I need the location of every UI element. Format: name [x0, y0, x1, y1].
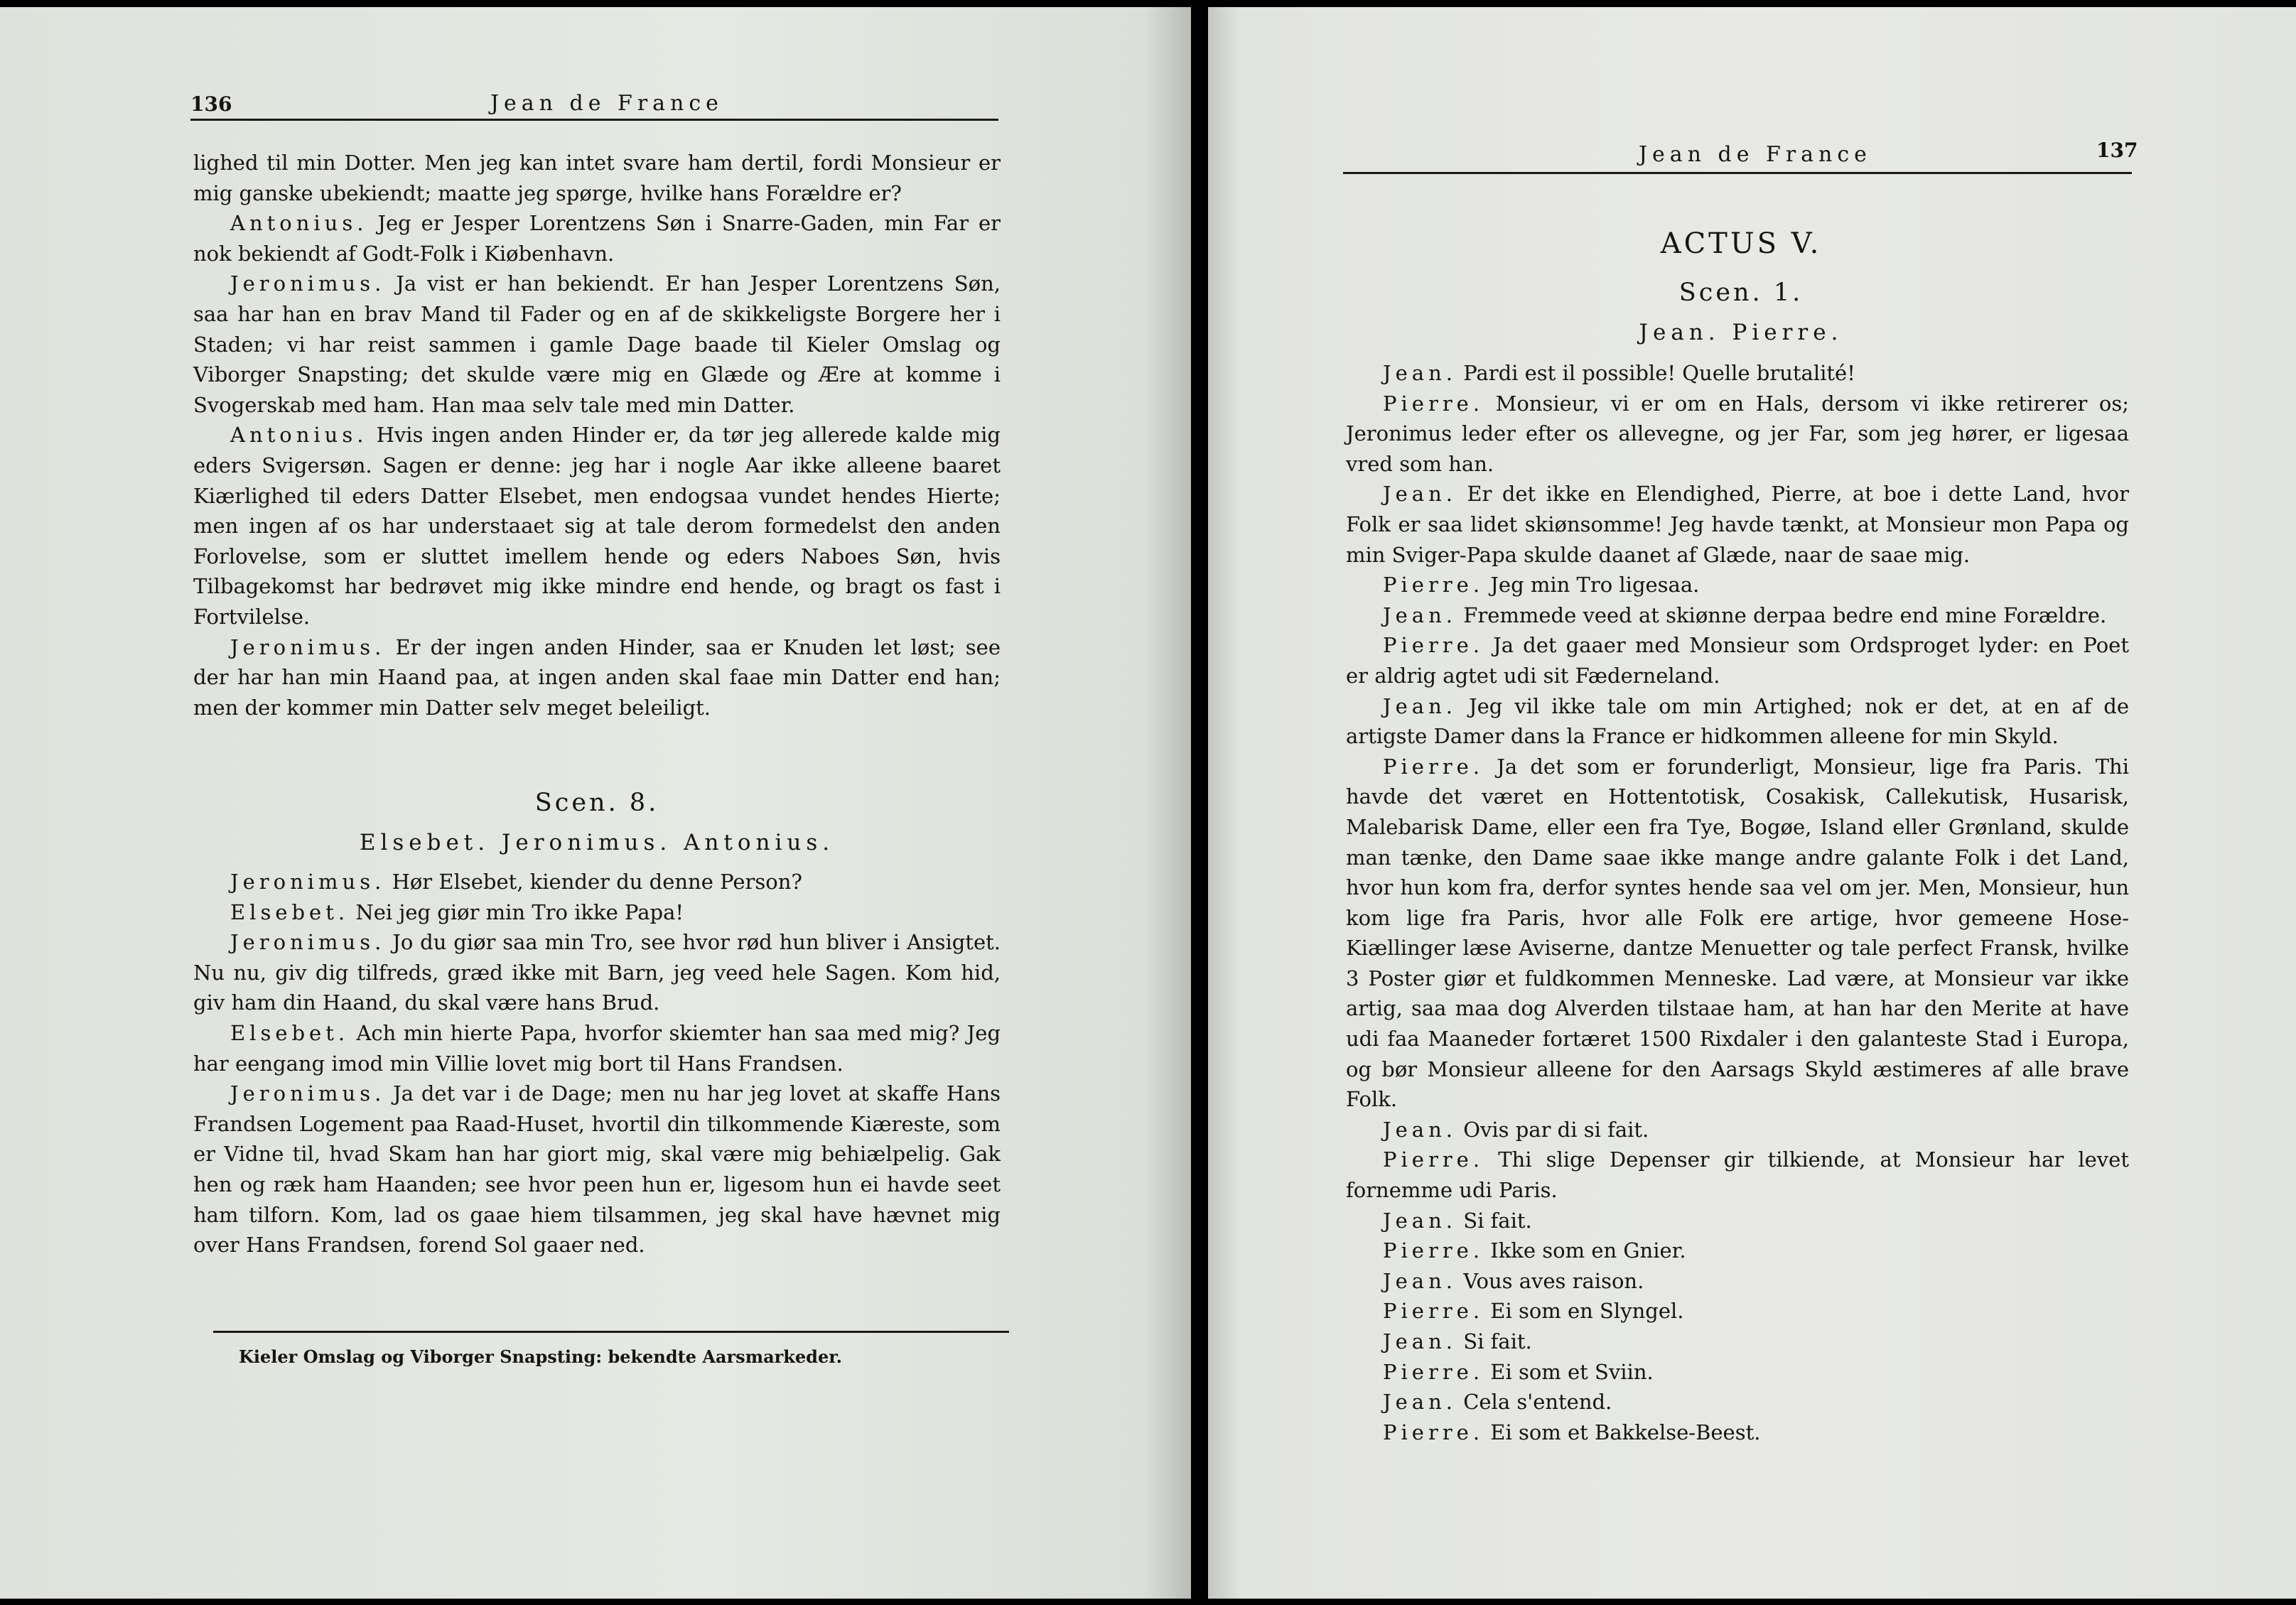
speaker-name: Elsebet. — [230, 899, 350, 924]
running-head: Jean de France — [1639, 142, 1872, 167]
speech-text: Si fait. — [1463, 1208, 1532, 1233]
page-number: 137 — [2096, 139, 2138, 162]
scene-title: Scen. 1. — [1678, 279, 1804, 307]
text-block-scene — [193, 867, 1001, 1260]
scene-title: Scen. 8. — [534, 789, 659, 817]
speech-text: Jeg min Tro ligesaa. — [1490, 573, 1700, 598]
speech-text: Er der ingen anden Hinder, saa er Knuden let løst; see der har han min Haand paa, at ingen anden skal faae min Datter end han; men der kommer min Datter selv meget beleiligt. — [193, 634, 1001, 720]
speaker-name: Pierre. — [1383, 1147, 1484, 1172]
speech-text: Vous aves raison. — [1463, 1268, 1644, 1293]
paragraph — [1346, 1417, 2129, 1448]
paragraph — [193, 1079, 1001, 1260]
speech-text: Ovis par di si fait. — [1463, 1117, 1649, 1142]
header-rule — [1343, 172, 2132, 174]
speech-text: Ja det gaaer med Monsieur som Ordsproget lyder: en Poet er aldrig agtet udi sit Fæderneland. — [1346, 633, 2129, 688]
speaker-name: Elsebet. — [230, 1020, 350, 1045]
paragraph — [193, 897, 1001, 928]
speech-text: Si fait. — [1463, 1329, 1532, 1353]
paragraph — [1346, 630, 2129, 691]
speaker-name: Pierre. — [1383, 391, 1484, 416]
speaker-name: Jean. — [1383, 602, 1457, 627]
speaker-name: Pierre. — [1383, 573, 1484, 598]
paragraph — [1346, 358, 2129, 389]
speaker-name: Jeronimus. — [230, 870, 386, 894]
speaker-name: Antonius. — [230, 423, 368, 448]
paragraph — [1346, 570, 2129, 600]
speech-text: Pardi est il possible! Quelle brutalité! — [1463, 361, 1855, 385]
scene-cast: Elsebet. Jeronimus. Antonius. — [359, 830, 835, 855]
speech-text: lighed til min Dotter. Men jeg kan intet svare ham dertil, fordi Monsieur er mig ganske ubekiendt; maatte jeg spørge, hvilke hans Forældre er? — [193, 151, 1001, 205]
speaker-name: Pierre. — [1383, 1420, 1484, 1444]
speech-text: Ja det var i de Dage; men nu har jeg lovet at skaffe Hans Frandsen Logement paa Raad-Huset, hvortil din tilkommende Kiæreste, som er Vidne til, hvad Skam han har giort mig, skal være mig behiælpelig. Gak hen og ræk ham Haanden; see hvor peen hun er, ligesom hun ei havde seet ham tilforn. Kom, lad os gaae hiem tilsammen, jeg skal have hævnet mig over Hans Frandsen, forend Sol gaaer ned. — [193, 1081, 1001, 1258]
paragraph — [1346, 752, 2129, 1115]
speaker-name: Jeronimus. — [230, 634, 386, 659]
speaker-name: Pierre. — [1383, 1299, 1484, 1324]
paragraph — [1346, 479, 2129, 570]
speaker-name: Jean. — [1383, 1117, 1457, 1142]
speaker-name: Antonius. — [230, 211, 368, 236]
paragraph — [1346, 389, 2129, 480]
paragraph — [1346, 1206, 2129, 1236]
paragraph — [193, 269, 1001, 420]
speech-text: Ach min hierte Papa, hvorfor skiemter han saa med mig? Jeg har eengang imod min Villie lovet mig bort til Hans Frandsen. — [193, 1020, 1001, 1076]
speaker-name: Jean. — [1383, 482, 1457, 507]
scene-cast: Jean. Pierre. — [1639, 320, 1843, 345]
speech-text: Nei jeg giør min Tro ikke Papa! — [355, 899, 684, 924]
speech-text: Ei som et Sviin. — [1490, 1359, 1654, 1384]
speech-text: Er det ikke en Elendighed, Pierre, at boe i dette Land, hvor Folk er saa lidet skiønsomme! Jeg havde tænkt, at Monsieur mon Papa og min Sviger-Papa skulde daanet af Glæde, naar de saae mig. — [1346, 482, 2129, 567]
paragraph — [193, 208, 1001, 269]
speaker-name: Pierre. — [1383, 633, 1484, 658]
text-block — [193, 148, 1001, 723]
paragraph — [1346, 600, 2129, 631]
page-number: 136 — [190, 92, 232, 116]
speech-text: Ja det som er forunderligt, Monsieur, lige fra Paris. Thi havde det været en Hottentotisk, Cosakisk, Callekutisk, Husarisk, Malebarisk Dame, eller een fra Tye, Bogøe, Island eller Grønland, skulde man tænke, den Dame saae ikke mange andre galante Folk i det Land, hvor hun kom fra, derfor syntes hende saa vel om jer. Men, Monsieur, hun kom lige fra Paris, hvor alle Folk ere artige, hvor gemeene Hose-Kiællinger læse Aviserne, dantze Menuetter og tale perfect Fransk, hvilke 3 Poster giør et fuldkommen Menneske. Lad være, at Monsieur var ikke artig, saa maa dog Alverden tilstaae ham, at han har den Merite at have udi faa Maaneder fortæret 1500 Rixdaler i den galanteste Stad i Europa, og bør Monsieur alleene for den Aarsags Skyld æstimeres af alle brave Folk. — [1346, 754, 2129, 1112]
speaker-name: Jeronimus. — [230, 271, 386, 296]
speaker-name: Jean. — [1383, 1390, 1457, 1415]
text-block — [1346, 358, 2129, 1447]
speaker-name: Pierre. — [1383, 754, 1484, 779]
speaker-name: Pierre. — [1383, 1359, 1484, 1384]
speaker-name: Jean. — [1383, 1208, 1457, 1233]
speaker-name: Jean. — [1383, 361, 1457, 385]
footnote-rule — [213, 1331, 1009, 1333]
paragraph — [1346, 1296, 2129, 1326]
paragraph — [193, 927, 1001, 1018]
paragraph — [193, 148, 1001, 208]
speech-text: Ikke som en Gnier. — [1490, 1238, 1686, 1263]
paragraph — [193, 867, 1001, 897]
speaker-name: Jean. — [1383, 1268, 1457, 1293]
speaker-name: Jeronimus. — [230, 1081, 386, 1106]
speech-text: Jo du giør saa min Tro, see hvor rød hun bliver i Ansigtet. Nu nu, giv dig tilfreds, græd ikke mit Barn, jeg veed hele Sagen. Kom hid, giv ham din Haand, du skal være hans Brud. — [193, 930, 1001, 1015]
speaker-name: Jean. — [1383, 1329, 1457, 1353]
speech-text: Ei som en Slyngel. — [1490, 1299, 1684, 1324]
paragraph — [1346, 1357, 2129, 1388]
paragraph — [193, 632, 1001, 723]
paragraph — [1346, 1145, 2129, 1205]
speaker-name: Jeronimus. — [230, 930, 386, 955]
paragraph — [1346, 1326, 2129, 1357]
speech-text: Thi slige Depenser gir tilkiende, at Monsieur har levet fornemme udi Paris. — [1346, 1147, 2129, 1203]
speech-text: Cela s'entend. — [1463, 1390, 1612, 1415]
paragraph — [193, 420, 1001, 632]
paragraph — [1346, 1236, 2129, 1266]
paragraph — [193, 1018, 1001, 1079]
speaker-name: Jean. — [1383, 693, 1457, 718]
header-rule — [190, 119, 998, 121]
speech-text: Hør Elsebet, kiender du denne Person? — [392, 870, 802, 894]
left-page — [0, 7, 1191, 1599]
paragraph — [1346, 1387, 2129, 1417]
paragraph — [1346, 691, 2129, 752]
speech-text: Fremmede veed at skiønne derpaa bedre end mine Forældre. — [1463, 602, 2107, 627]
speech-text: Ei som et Bakkelse-Beest. — [1490, 1420, 1761, 1444]
paragraph — [1346, 1266, 2129, 1297]
speech-text: Monsieur, vi er om en Hals, dersom vi ikke retirerer os; Jeronimus leder efter os allevegne, og jer Far, som jeg hører, er ligesaa vred som han. — [1346, 391, 2129, 476]
running-head: Jean de France — [490, 91, 723, 116]
right-page — [1208, 7, 2296, 1599]
speaker-name: Pierre. — [1383, 1238, 1484, 1263]
speech-text: Ja vist er han bekiendt. Er han Jesper Lorentzens Søn, saa har han en brav Mand til Fader og en af de skikkeligste Borgere her i Staden; vi har reist sammen i gamle Dage baade til Kieler Omslag og Viborger Snapsting; det skulde være mig en Glæde og Ære at komme i Svogerskab med ham. Han maa selv tale med min Datter. — [193, 271, 1001, 417]
speech-text: Jeg vil ikke tale om min Artighed; nok er det, at en af de artigste Damer dans la France er hidkommen alleene for min Skyld. — [1346, 693, 2130, 749]
footnote: Kieler Omslag og Viborger Snapsting: bekendte Aarsmarkeder. — [239, 1346, 843, 1367]
act-title: ACTUS V. — [1660, 227, 1822, 260]
speech-text: Jeg er Jesper Lorentzens Søn i Snarre-Gaden, min Far er nok bekiendt af Godt-Folk i Kiøbenhavn. — [193, 211, 1001, 266]
paragraph — [1346, 1115, 2129, 1145]
speech-text: Hvis ingen anden Hinder er, da tør jeg allerede kalde mig eders Svigersøn. Sagen er denne: jeg har i nogle Aar ikke alleene baaret Kiærlighed til eders Datter Elsebet, men endogsaa vundet hendes Hierte; men ingen af os har understaaet sig at tale derom formedelst den anden Forlovelse, som er sluttet imellem hende og eders Naboes Søn, hvis Tilbagekomst har bedrøvet mig ikke mindre end hende, og bragt os fast i Fortvilelse. — [193, 423, 1001, 629]
